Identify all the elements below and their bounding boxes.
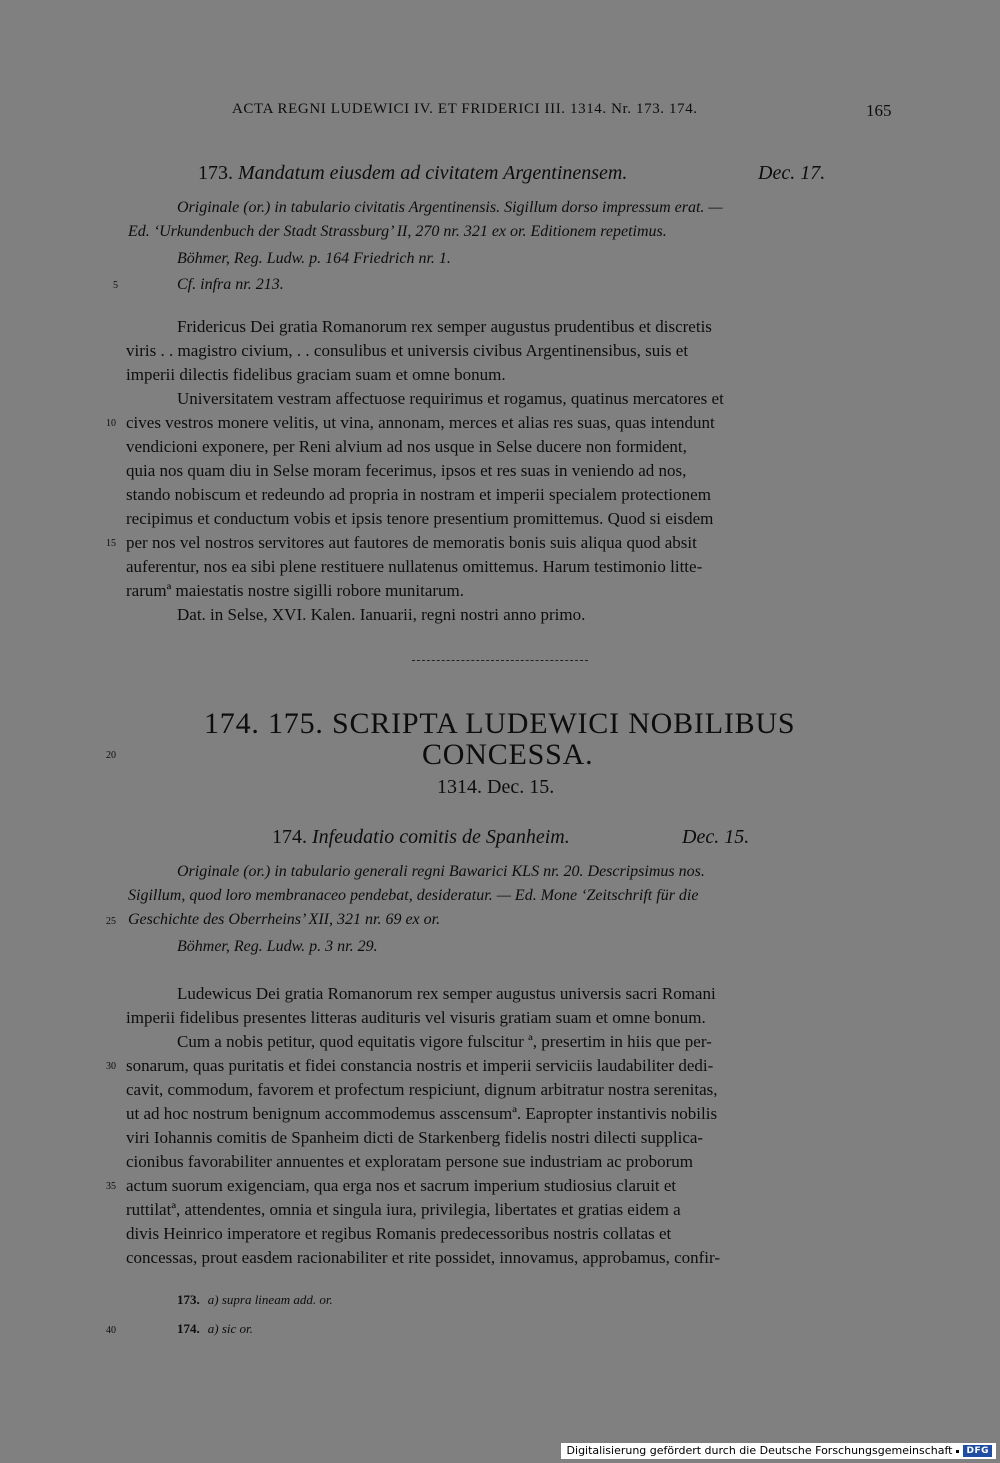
- footnote-text: a) supra lineam add. or.: [207, 1292, 333, 1307]
- page-number: 165: [866, 101, 892, 120]
- doc173-source-line: Originale (or.) in tabulario civitatis Argentinensis. Sigillum dorso impressum erat. —: [177, 199, 723, 216]
- doc174-source-line: Geschichte des Oberrheins’ XII, 321 nr. 69 ex or.: [128, 911, 441, 928]
- doc173-source-line: Cf. infra nr. 213.: [177, 276, 284, 293]
- doc174-body-line: ruttilatª, attendentes, omnia et singula iura, privilegia, libertates et gratias eidem a: [126, 1200, 681, 1219]
- footnote-text: a) sic or.: [207, 1321, 253, 1336]
- doc174-body-line: viri Iohannis comitis de Spanheim dicti de Starkenberg fidelis nostri dilecti supplica-: [126, 1128, 704, 1147]
- doc174-number: 174.: [272, 826, 307, 848]
- section-heading-line2: CONCESSA.: [422, 738, 594, 771]
- doc174-body-line: concessas, prout easdem racionabiliter et rite possidet, innovamus, approbamus, confir-: [126, 1248, 721, 1267]
- doc174-body-line: actum suorum exigenciam, qua erga nos et sacrum imperium studiosius claruit et: [126, 1176, 677, 1195]
- line-number: 30: [106, 1061, 116, 1072]
- doc174-body-line: Cum a nobis petitur, quod equitatis vigore fulscitur ª, presertim in hiis que per-: [177, 1032, 712, 1051]
- doc174-body-line: sonarum, quas puritatis et fidei constancia nostris et imperii serviciis laudabiliter dedi-: [126, 1056, 714, 1075]
- footnote: [177, 1321, 253, 1337]
- footnote: [177, 1292, 333, 1308]
- doc173-title: Mandatum eiusdem ad civitatem Argentinensem.: [238, 162, 628, 184]
- doc174-body-line: divis Heinrico imperatore et regibus Romanis predecessoribus nostris collatas et: [126, 1224, 672, 1243]
- doc173-body-line: recipimus et conductum vobis et ipsis tenore presentium promittemus. Quod si eisdem: [126, 509, 714, 528]
- line-number: 15: [106, 538, 116, 549]
- section-date: 1314. Dec. 15.: [437, 776, 555, 798]
- separator-dot-icon: [956, 1450, 959, 1453]
- doc173-body-line: vendicioni exponere, per Reni alvium ad nos usque in Selse ducere non formident,: [126, 437, 687, 456]
- doc173-date: Dec. 17.: [758, 162, 826, 184]
- line-number: 25: [106, 916, 116, 927]
- footnote-label: 174.: [177, 1321, 200, 1336]
- doc173-number: 173.: [198, 162, 233, 184]
- section-heading-line1: 174. 175. SCRIPTA LUDEWICI NOBILIBUS: [204, 707, 796, 740]
- doc174-body-line: ut ad hoc nostrum benignum accommodemus asscensumª. Eapropter instantivis nobilis: [126, 1104, 718, 1123]
- doc173-body-line: imperii dilectis fidelibus graciam suam et omne bonum.: [126, 365, 506, 384]
- dfg-logo-icon: DFG: [963, 1445, 992, 1457]
- doc173-body-line: Dat. in Selse, XVI. Kalen. Ianuarii, regni nostri anno primo.: [177, 605, 586, 624]
- doc173-body-line: rarumª maiestatis nostre sigilli robore munitarum.: [126, 581, 465, 600]
- doc174-source-line: Böhmer, Reg. Ludw. p. 3 nr. 29.: [177, 938, 378, 955]
- line-number: 5: [113, 280, 118, 291]
- footnote-label: 173.: [177, 1292, 200, 1307]
- doc173-body-line: per nos vel nostros servitores aut fautores de memoratis bonis suis aliqua quod absit: [126, 533, 697, 552]
- doc173-body-line: quia nos quam diu in Selse moram fecerimus, ipsos et res suas in veniendo ad nos,: [126, 461, 687, 480]
- doc174-body-line: Ludewicus Dei gratia Romanorum rex semper augustus universis sacri Romani: [177, 984, 716, 1003]
- doc173-body-line: auferentur, nos ea sibi plene restituere nullatenus omittemus. Harum testimonio litte-: [126, 557, 703, 576]
- doc173-title-line: [198, 162, 826, 185]
- doc174-source-line: Originale (or.) in tabulario generali regni Bawarici KLS nr. 20. Descripsimus nos.: [177, 863, 705, 880]
- funding-credit-text: Digitalisierung gefördert durch die Deutsche Forschungsgemeinschaft: [566, 1444, 953, 1457]
- doc173-source-line: Ed. ‘Urkundenbuch der Stadt Strassburg’ II, 270 nr. 321 ex or. Editionem repetimus.: [128, 223, 667, 240]
- doc173-body-line: stando nobiscum et redeundo ad propria in nostram et imperii specialem protectionem: [126, 485, 711, 504]
- running-head: ACTA REGNI LUDEWICI IV. ET FRIDERICI III. 1314. Nr. 173. 174.: [232, 101, 698, 117]
- doc173-body-line: cives vestros monere velitis, ut vina, annonam, merces et alias res suas, quas intendunt: [126, 413, 715, 432]
- line-number: 10: [106, 418, 116, 429]
- line-number: 35: [106, 1181, 116, 1192]
- line-number: 40: [106, 1325, 116, 1336]
- doc174-title: Infeudatio comitis de Spanheim.: [312, 826, 570, 848]
- line-number: 20: [106, 750, 116, 761]
- section-separator: [412, 660, 588, 661]
- doc174-title-line: [272, 826, 750, 849]
- funding-credit: [561, 1443, 996, 1459]
- doc174-body-line: cavit, commodum, favorem et profectum respiciunt, dignum arbitratur nostra serenitas,: [126, 1080, 718, 1099]
- doc174-body-line: cionibus favorabiliter annuentes et exploratam persone sue industriam ac proborum: [126, 1152, 693, 1171]
- doc174-source-line: Sigillum, quod loro membranaceo pendebat, desideratur. — Ed. Mone ‘Zeitschrift für die: [128, 887, 699, 904]
- doc174-body-line: imperii fidelibus presentes litteras audituris vel visuris gratiam suam et omne bonum.: [126, 1008, 706, 1027]
- doc173-body-line: viris . . magistro civium, . . consulibus et universis civibus Argentinensibus, suis et: [126, 341, 689, 360]
- doc173-body-line: Fridericus Dei gratia Romanorum rex semper augustus prudentibus et discretis: [177, 317, 712, 336]
- doc173-body-line: Universitatem vestram affectuose requirimus et rogamus, quatinus mercatores et: [177, 389, 724, 408]
- doc174-date: Dec. 15.: [682, 826, 750, 848]
- doc173-source-line: Böhmer, Reg. Ludw. p. 164 Friedrich nr. 1.: [177, 250, 451, 267]
